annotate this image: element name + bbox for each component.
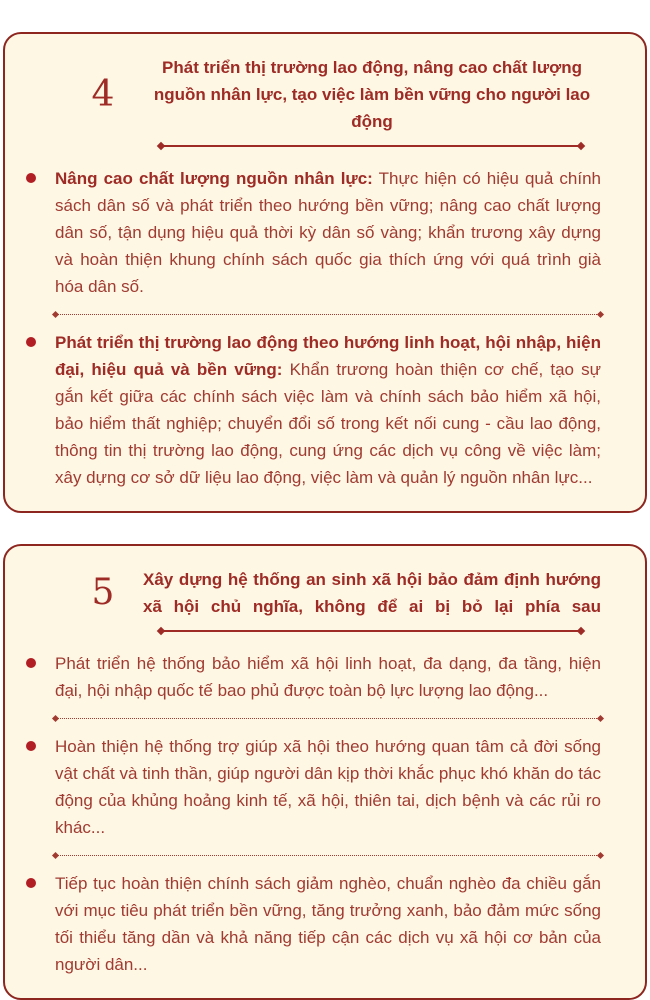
- bullet-body: Khẩn trương hoàn thiện cơ chế, tạo sự gắn kết giữa các chính sách việc làm và chính sách bảo hiểm xã hội, bảo hiểm thất nghiệp; chuyển đổi số trong kết nối cung - cầu lao động, thông tin thị trường lao động, cung ứng các dịch vụ công về việc làm; xây dựng cơ sở dữ liệu lao động, việc làm và quản lý nguồn nhân lực...: [55, 360, 601, 487]
- list-item: [21, 329, 601, 491]
- section-4-header: [21, 50, 601, 135]
- section-title: Xây dựng hệ thống an sinh xã hội bảo đảm định hướng xã hội chủ nghĩa, không để ai bị bỏ lại phía sau: [143, 570, 601, 616]
- list-item: [21, 650, 601, 704]
- section-card-5: [3, 544, 647, 1000]
- bullet-paragraph: [55, 165, 601, 300]
- bullet-lead: Phát triển thị trường lao động theo hướng linh hoạt, hội nhập, hiện đại, hiệu quả và bền vững:: [55, 333, 601, 379]
- dotted-divider: [55, 855, 601, 856]
- section-title: Phát triển thị trường lao động, nâng cao chất lượng nguồn nhân lực, tạo việc làm bền vững cho người lao động: [153, 58, 591, 131]
- list-item: [21, 165, 601, 300]
- section-5-header: [21, 562, 601, 620]
- list-item: [21, 733, 601, 841]
- bullet-dot-icon: [21, 870, 55, 978]
- bullet-paragraph: Hoàn thiện hệ thống trợ giúp xã hội theo hướng quan tâm cả đời sống vật chất và tinh thần, giúp người dân kịp thời khắc phục khó khăn do tác động của khủng hoảng kinh tế, xã hội, thiên tai, dịch bệnh và các rủi ro khác...: [55, 737, 601, 837]
- bullet-lead: Nâng cao chất lượng nguồn nhân lực:: [55, 169, 373, 188]
- bullet-paragraph: [55, 329, 601, 491]
- bullet-dot-icon: [21, 165, 55, 300]
- bullet-paragraph: Phát triển hệ thống bảo hiểm xã hội linh hoạt, đa dạng, đa tầng, hiện đại, hội nhập quốc tế bao phủ được toàn bộ lực lượng lao động...: [55, 654, 601, 700]
- section-number: 4: [91, 73, 115, 115]
- bullet-body: Thực hiện có hiệu quả chính sách dân số và phát triển theo hướng bền vững; nâng cao chất lượng dân số, tận dụng hiệu quả thời kỳ dân số vàng; khẩn trương xây dựng và hoàn thiện khung chính sách quốc gia thích ứng với quá trình già hóa dân số.: [55, 169, 602, 296]
- list-item: [21, 870, 601, 978]
- bullet-paragraph: Tiếp tục hoàn thiện chính sách giảm nghèo, chuẩn nghèo đa chiều gắn với mục tiêu phát triển bền vững, tăng trưởng xanh, bảo đảm mức sống tối thiểu tăng dần và khả năng tiếp cận các dịch vụ xã hội cơ bản của người dân...: [55, 874, 601, 974]
- bullet-dot-icon: [21, 329, 55, 491]
- section-number: 5: [91, 572, 115, 613]
- bullet-dot-icon: [21, 650, 55, 704]
- header-divider: [161, 630, 581, 632]
- dotted-divider: [55, 718, 601, 719]
- header-divider: [161, 145, 581, 147]
- section-card-4: [3, 32, 647, 513]
- dotted-divider: [55, 314, 601, 315]
- bullet-dot-icon: [21, 733, 55, 841]
